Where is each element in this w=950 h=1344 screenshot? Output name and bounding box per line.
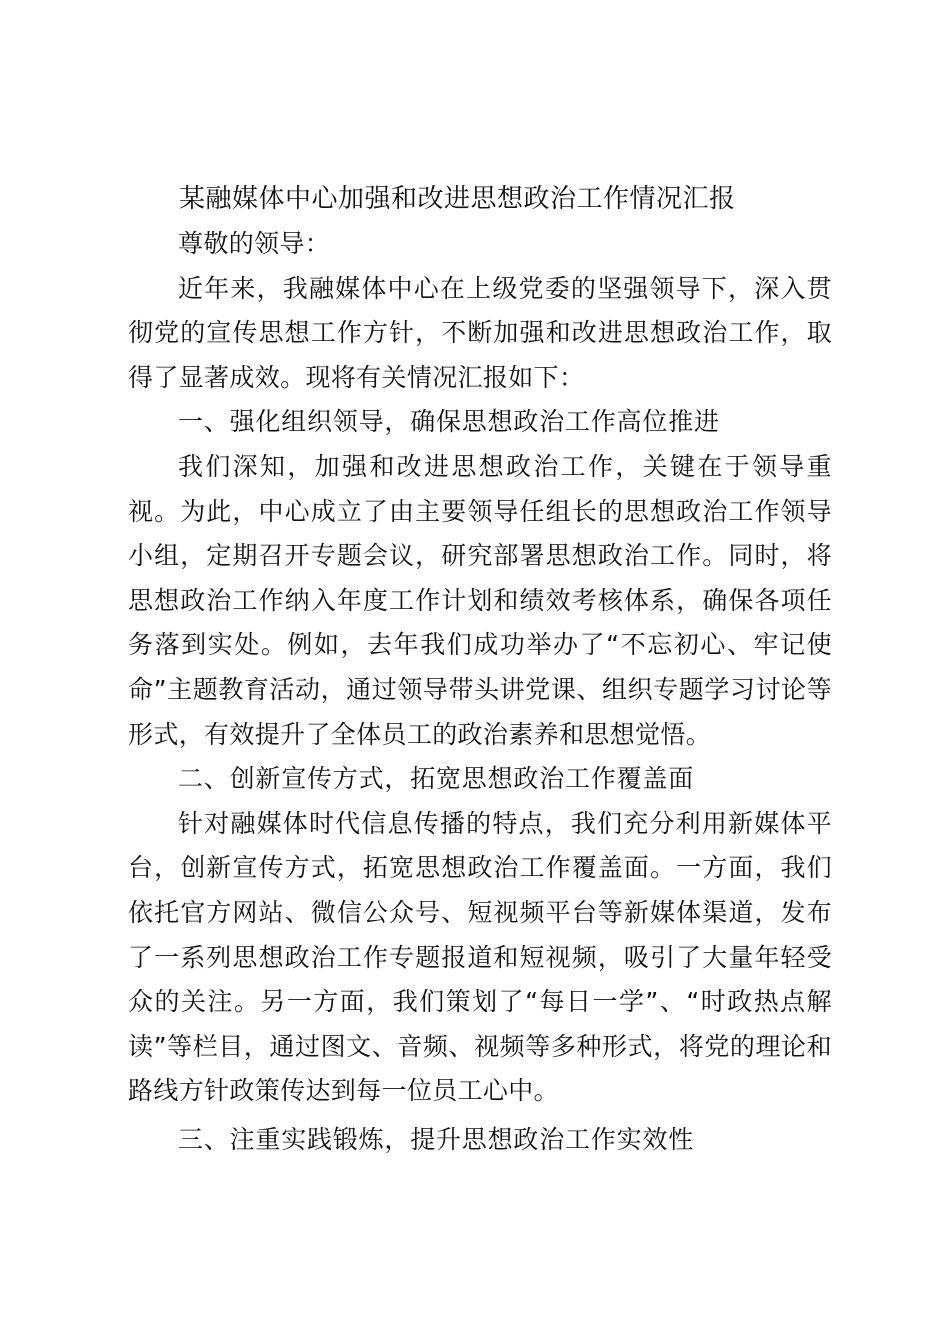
section-body-1: 我们深知，加强和改进思想政治工作，关键在于领导重视。为此，中心成立了由主要领导任组长的思想政治工作领导小组，定期召开专题会议，研究部署思想政治工作。同时，将思想政治工作纳入年度工作计划和绩效考核体系，确保各项任务落到实处。例如，去年我们成功举办了“不忘初心、牢记使命”主题教育活动，通过领导带头讲党课、组织专题学习讨论等形式，有效提升了全体员工的政治素养和思想觉悟。 bbox=[128, 451, 832, 749]
intro-paragraph: 近年来，我融媒体中心在上级党委的坚强领导下，深入贯彻党的宣传思想工作方针，不断加强和改进思想政治工作，取得了显著成效。现将有关情况汇报如下： bbox=[128, 273, 832, 392]
document-content bbox=[128, 176, 832, 1162]
document-title: 某融媒体中心加强和改进思想政治工作情况汇报 bbox=[179, 184, 736, 214]
section-body-2: 针对融媒体时代信息传播的特点，我们充分利用新媒体平台，创新宣传方式，拓宽思想政治工作覆盖面。一方面，我们依托官方网站、微信公众号、短视频平台等新媒体渠道，发布了一系列思想政治工作专题报道和短视频，吸引了大量年轻受众的关注。另一方面，我们策划了“每日一学”、“时政热点解读”等栏目，通过图文、音频、视频等多种形式，将党的理论和路线方针政策传达到每一位员工心中。 bbox=[128, 808, 832, 1106]
section-heading-3: 三、注重实践锻炼，提升思想政治工作实效性 bbox=[178, 1124, 695, 1154]
section-heading-1: 一、强化组织领导，确保思想政治工作高位推进 bbox=[178, 407, 720, 437]
section-heading-2: 二、创新宣传方式，拓宽思想政治工作覆盖面 bbox=[178, 764, 695, 794]
salutation: 尊敬的领导： bbox=[178, 229, 331, 258]
